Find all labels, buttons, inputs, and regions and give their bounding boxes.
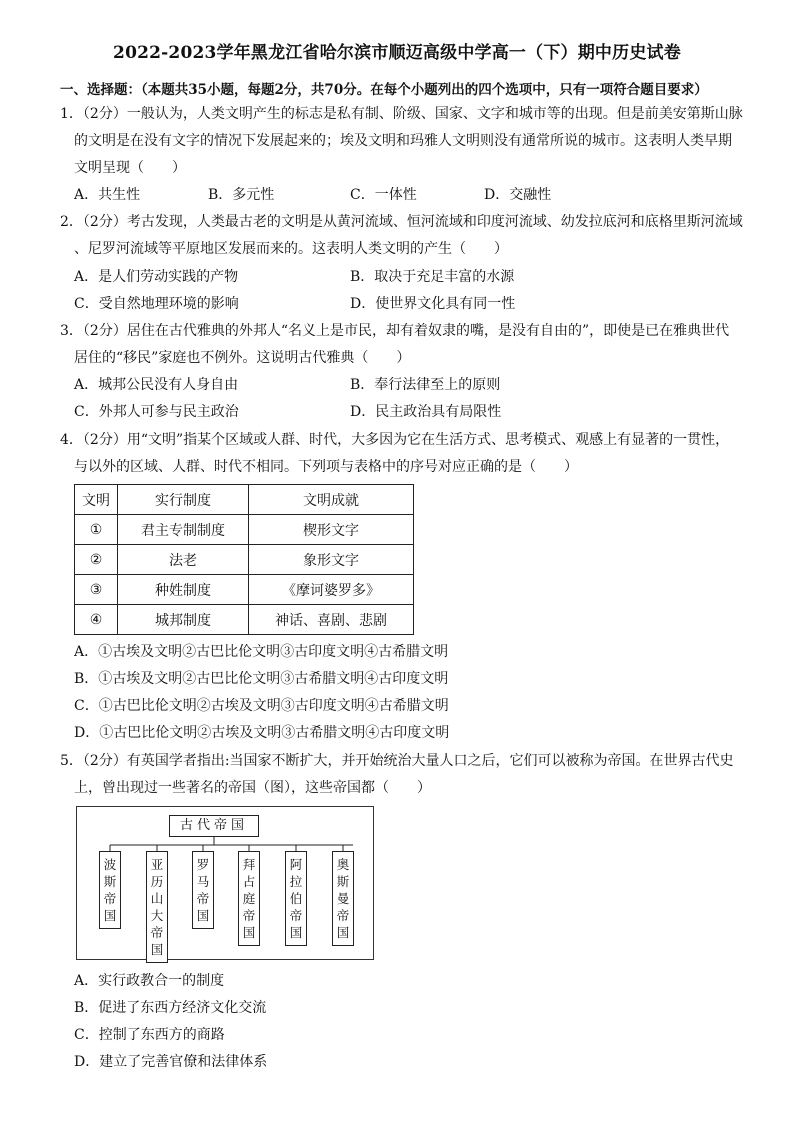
question-5-line-2: 上，曾出现过一些著名的帝国（图），这些帝国都（ ）: [74, 780, 431, 796]
table-header-cell: 文明成就: [249, 485, 414, 515]
question-5-option-b[interactable]: B．促进了东西方经济文化交流: [74, 1000, 267, 1016]
table-cell: 《摩诃婆罗多》: [249, 575, 414, 605]
question-1-line-1: 1．（2分）一般认为，人类文明产生的标志是私有制、阶级、国家、文字和城市等的出现。但是前美安第斯山脉: [60, 106, 743, 122]
question-1-line-2: 的文明是在没有文字的情况下发展起来的；埃及文明和玛雅人文明则没有通常所说的城市。这表明人类早期: [74, 133, 732, 149]
table-cell: 神话、喜剧、悲剧: [249, 605, 414, 635]
question-4-line-2: 与以外的区域、人群、时代不相同。下列项与表格中的序号对应正确的是（ ）: [74, 459, 578, 475]
civilization-table: [74, 484, 414, 635]
table-cell: 楔形文字: [249, 515, 414, 545]
diagram-root-box: 古代帝国: [169, 815, 259, 837]
table-row: [75, 605, 414, 635]
section-heading: 一、选择题：（本题共35小题，每题2分，共70分。在每个小题列出的四个选项中，只有一项符合题目要求）: [60, 82, 708, 98]
question-1-line-3: 文明呈现（ ）: [74, 160, 186, 176]
question-3-line-1: 3．（2分）居住在古代雅典的外邦人“名义上是市民，却有着奴隶的嘴，是没有自由的”，即使是已在雅典世代: [60, 323, 730, 339]
question-3-option-d[interactable]: D．民主政治具有局限性: [350, 404, 502, 420]
question-1-option-a[interactable]: A．共生性: [74, 187, 141, 203]
question-1-option-c[interactable]: C．一体性: [350, 187, 417, 203]
question-5-option-d[interactable]: D．建立了完善官僚和法律体系: [74, 1054, 268, 1070]
question-2-option-a[interactable]: A．是人们劳动实践的产物: [74, 269, 239, 285]
empire-box-alexander: 亚历山大帝国: [146, 851, 168, 963]
question-4-option-d[interactable]: D．①古巴比伦文明②古埃及文明③古希腊文明④古印度文明: [74, 725, 450, 741]
table-cell: 象形文字: [249, 545, 414, 575]
table-header-row: [75, 485, 414, 515]
table-cell: ④: [75, 605, 118, 635]
question-3-option-a[interactable]: A．城邦公民没有人身自由: [74, 377, 239, 393]
question-5-option-a[interactable]: A．实行政教合一的制度: [74, 973, 225, 989]
question-1-option-d[interactable]: D．交融性: [484, 187, 552, 203]
exam-title: 2022-2023学年黑龙江省哈尔滨市顺迈高级中学高一（下）期中历史试卷: [113, 43, 681, 63]
question-2-option-c[interactable]: C．受自然地理环境的影响: [74, 296, 239, 312]
table-cell: 种姓制度: [118, 575, 249, 605]
question-2-line-1: 2．（2分）考古发现，人类最古老的文明是从黄河流域、恒河流域和印度河流域、幼发拉底河和底格里斯河流域: [60, 214, 743, 230]
table-row: [75, 575, 414, 605]
table-cell: ①: [75, 515, 118, 545]
table-cell: 法老: [118, 545, 249, 575]
empire-box-persia: 波斯帝国: [99, 851, 121, 929]
empire-box-ottoman: 奥斯曼帝国: [332, 851, 354, 946]
table-header-cell: 实行制度: [118, 485, 249, 515]
table-cell: ②: [75, 545, 118, 575]
empire-box-rome: 罗马帝国: [192, 851, 214, 929]
question-2-option-b[interactable]: B．取决于充足丰富的水源: [350, 269, 515, 285]
question-2-line-2: 、尼罗河流域等平原地区发展而来的。这表明人类文明的产生（ ）: [74, 241, 508, 257]
question-3-option-c[interactable]: C．外邦人可参与民主政治: [74, 404, 239, 420]
question-3-option-b[interactable]: B．奉行法律至上的原则: [350, 377, 501, 393]
question-5-line-1: 5．（2分）有英国学者指出:当国家不断扩大，并开始统治大量人口之后，它们可以被称为帝国。在世界古代史: [60, 753, 734, 769]
question-5-option-c[interactable]: C．控制了东西方的商路: [74, 1027, 225, 1043]
question-4-option-c[interactable]: C．①古巴比伦文明②古埃及文明③古印度文明④古希腊文明: [74, 698, 449, 714]
question-1-option-b[interactable]: B．多元性: [208, 187, 275, 203]
table-row: [75, 545, 414, 575]
question-4-option-a[interactable]: A．①古埃及文明②古巴比伦文明③古印度文明④古希腊文明: [74, 644, 449, 660]
empire-box-arab: 阿拉伯帝国: [285, 851, 307, 946]
empire-diagram: [76, 806, 374, 960]
table-header-cell: 文明: [75, 485, 118, 515]
table-row: [75, 515, 414, 545]
question-2-option-d[interactable]: D．使世界文化具有同一性: [350, 296, 516, 312]
table-cell: 君主专制制度: [118, 515, 249, 545]
question-4-line-1: 4．（2分）用“文明”指某个区域或人群、时代，大多因为它在生活方式、思考模式、观感上有显著的一贯性，: [60, 432, 730, 448]
question-4-option-b[interactable]: B．①古埃及文明②古巴比伦文明③古希腊文明④古印度文明: [74, 671, 449, 687]
question-3-line-2: 居住的“移民”家庭也不例外。这说明古代雅典（ ）: [74, 350, 411, 366]
table-cell: 城邦制度: [118, 605, 249, 635]
table-cell: ③: [75, 575, 118, 605]
empire-box-byzantine: 拜占庭帝国: [238, 851, 260, 946]
